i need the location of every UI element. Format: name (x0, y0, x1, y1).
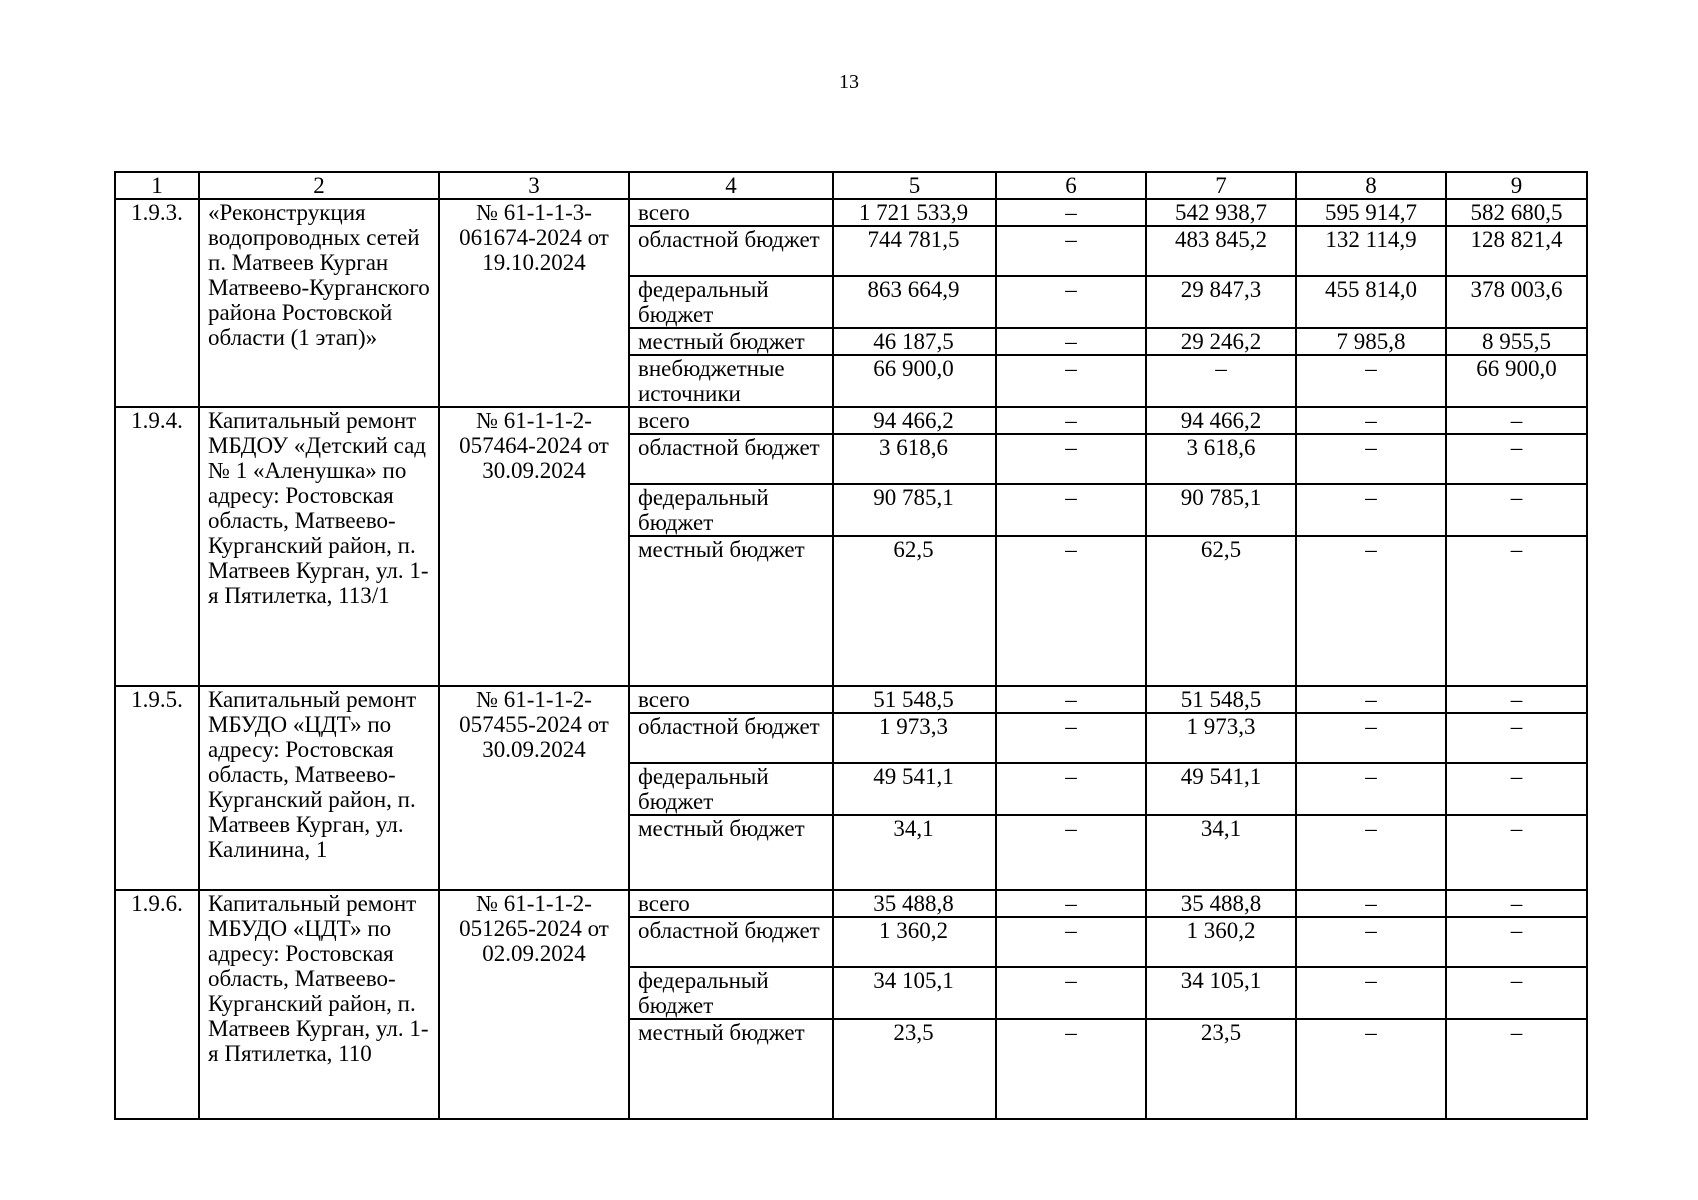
funding-source: областной бюджет (629, 434, 833, 484)
column-header: 7 (1146, 172, 1296, 199)
funding-source: областной бюджет (629, 226, 833, 276)
value-col6: – (996, 276, 1146, 328)
value-col7: 34,1 (1146, 815, 1296, 890)
value-col8: 595 914,7 (1296, 199, 1446, 226)
value-col8: – (1296, 713, 1446, 763)
value-col7: 34 105,1 (1146, 967, 1296, 1019)
value-col8: – (1296, 484, 1446, 536)
column-header: 4 (629, 172, 833, 199)
value-col9: – (1446, 917, 1587, 967)
value-total: 34 105,1 (833, 967, 996, 1019)
expertise-conclusion: № 61-1-1-2-057455-2024 от 30.09.2024 (439, 686, 629, 890)
funding-source: федеральный бюджет (629, 967, 833, 1019)
value-col7: 29 847,3 (1146, 276, 1296, 328)
funding-source: федеральный бюджет (629, 763, 833, 815)
value-total: 46 187,5 (833, 328, 996, 355)
value-total: 90 785,1 (833, 484, 996, 536)
value-total: 51 548,5 (833, 686, 996, 713)
value-col7: 483 845,2 (1146, 226, 1296, 276)
value-col6: – (996, 355, 1146, 407)
object-name: «Реконструкция водопроводных сетей п. Матвеев Курган Матвеево-Курганского района Ростовской области (1 этап)» (199, 199, 439, 407)
value-total: 34,1 (833, 815, 996, 890)
value-col6: – (996, 226, 1146, 276)
table-row (115, 686, 1587, 713)
value-col8: 132 114,9 (1296, 226, 1446, 276)
expertise-conclusion: № 61-1-1-2-057464-2024 от 30.09.2024 (439, 407, 629, 686)
value-col8: – (1296, 536, 1446, 686)
funding-source: местный бюджет (629, 536, 833, 686)
funding-source: всего (629, 199, 833, 226)
item-number: 1.9.5. (115, 686, 199, 890)
value-col6: – (996, 199, 1146, 226)
value-col7: 3 618,6 (1146, 434, 1296, 484)
value-col8: – (1296, 355, 1446, 407)
value-col6: – (996, 1019, 1146, 1119)
table-row (115, 890, 1587, 917)
value-col9: – (1446, 407, 1587, 434)
value-col8: – (1296, 917, 1446, 967)
value-col8: 7 985,8 (1296, 328, 1446, 355)
value-total: 1 973,3 (833, 713, 996, 763)
value-total: 49 541,1 (833, 763, 996, 815)
value-col6: – (996, 815, 1146, 890)
column-header: 5 (833, 172, 996, 199)
value-col8: – (1296, 1019, 1446, 1119)
funding-source: всего (629, 686, 833, 713)
value-col7: 23,5 (1146, 1019, 1296, 1119)
funding-source: внебюджетные источники (629, 355, 833, 407)
value-col9: – (1446, 967, 1587, 1019)
value-col8: – (1296, 686, 1446, 713)
value-col6: – (996, 917, 1146, 967)
column-header: 9 (1446, 172, 1587, 199)
value-total: 94 466,2 (833, 407, 996, 434)
funding-source: областной бюджет (629, 917, 833, 967)
table-row (115, 199, 1587, 226)
value-col7: 51 548,5 (1146, 686, 1296, 713)
table-body (115, 199, 1587, 1119)
expertise-conclusion: № 61-1-1-3-061674-2024 от 19.10.2024 (439, 199, 629, 407)
funding-source: всего (629, 890, 833, 917)
value-col6: – (996, 328, 1146, 355)
table-header-row (115, 172, 1587, 199)
value-col6: – (996, 686, 1146, 713)
value-col8: – (1296, 763, 1446, 815)
value-col7: 1 973,3 (1146, 713, 1296, 763)
value-col9: – (1446, 713, 1587, 763)
value-col6: – (996, 967, 1146, 1019)
value-col9: – (1446, 686, 1587, 713)
value-col7: 1 360,2 (1146, 917, 1296, 967)
value-col6: – (996, 434, 1146, 484)
value-col7: 90 785,1 (1146, 484, 1296, 536)
column-header: 3 (439, 172, 629, 199)
value-col9: – (1446, 815, 1587, 890)
column-header: 1 (115, 172, 199, 199)
value-total: 3 618,6 (833, 434, 996, 484)
value-col7: 62,5 (1146, 536, 1296, 686)
column-header: 6 (996, 172, 1146, 199)
value-col6: – (996, 536, 1146, 686)
expertise-conclusion: № 61-1-1-2-051265-2024 от 02.09.2024 (439, 890, 629, 1119)
value-col8: 455 814,0 (1296, 276, 1446, 328)
value-total: 23,5 (833, 1019, 996, 1119)
funding-source: местный бюджет (629, 328, 833, 355)
value-col9: 378 003,6 (1446, 276, 1587, 328)
table-row (115, 407, 1587, 434)
value-total: 1 721 533,9 (833, 199, 996, 226)
value-total: 66 900,0 (833, 355, 996, 407)
value-col8: – (1296, 815, 1446, 890)
value-col9: – (1446, 434, 1587, 484)
value-col6: – (996, 407, 1146, 434)
value-total: 744 781,5 (833, 226, 996, 276)
item-number: 1.9.6. (115, 890, 199, 1119)
value-col9: 8 955,5 (1446, 328, 1587, 355)
value-col8: – (1296, 967, 1446, 1019)
value-col8: – (1296, 890, 1446, 917)
value-col6: – (996, 713, 1146, 763)
value-col9: – (1446, 890, 1587, 917)
value-col8: – (1296, 434, 1446, 484)
funding-source: федеральный бюджет (629, 276, 833, 328)
column-header: 8 (1296, 172, 1446, 199)
funding-source: всего (629, 407, 833, 434)
value-col7: 542 938,7 (1146, 199, 1296, 226)
value-total: 1 360,2 (833, 917, 996, 967)
value-col6: – (996, 763, 1146, 815)
funding-source: местный бюджет (629, 815, 833, 890)
object-name: Капитальный ремонт МБУДО «ЦДТ» по адресу: Ростовская область, Матвеево-Курганский район, п. Матвеев Курган, ул. 1-я Пятилетка, 110 (199, 890, 439, 1119)
value-col9: 582 680,5 (1446, 199, 1587, 226)
value-col9: 128 821,4 (1446, 226, 1587, 276)
value-total: 35 488,8 (833, 890, 996, 917)
value-col7: 49 541,1 (1146, 763, 1296, 815)
value-col6: – (996, 484, 1146, 536)
value-total: 62,5 (833, 536, 996, 686)
object-name: Капитальный ремонт МБДОУ «Детский сад № 1 «Аленушка» по адресу: Ростовская область, Матвеево-Курганский район, п. Матвеев Курган, ул. 1-я Пятилетка, 113/1 (199, 407, 439, 686)
item-number: 1.9.4. (115, 407, 199, 686)
value-col7: 94 466,2 (1146, 407, 1296, 434)
item-number: 1.9.3. (115, 199, 199, 407)
object-name: Капитальный ремонт МБУДО «ЦДТ» по адресу: Ростовская область, Матвеево-Курганский район, п. Матвеев Курган, ул. Калинина, 1 (199, 686, 439, 890)
value-col9: – (1446, 484, 1587, 536)
value-col7: 29 246,2 (1146, 328, 1296, 355)
value-col9: – (1446, 763, 1587, 815)
value-col7: 35 488,8 (1146, 890, 1296, 917)
financing-table (114, 171, 1588, 1120)
value-col6: – (996, 890, 1146, 917)
value-col7: – (1146, 355, 1296, 407)
funding-source: областной бюджет (629, 713, 833, 763)
value-col9: 66 900,0 (1446, 355, 1587, 407)
funding-source: федеральный бюджет (629, 484, 833, 536)
funding-source: местный бюджет (629, 1019, 833, 1119)
page-number: 13 (839, 71, 859, 93)
value-col9: – (1446, 1019, 1587, 1119)
column-header: 2 (199, 172, 439, 199)
value-col8: – (1296, 407, 1446, 434)
value-col9: – (1446, 536, 1587, 686)
value-total: 863 664,9 (833, 276, 996, 328)
